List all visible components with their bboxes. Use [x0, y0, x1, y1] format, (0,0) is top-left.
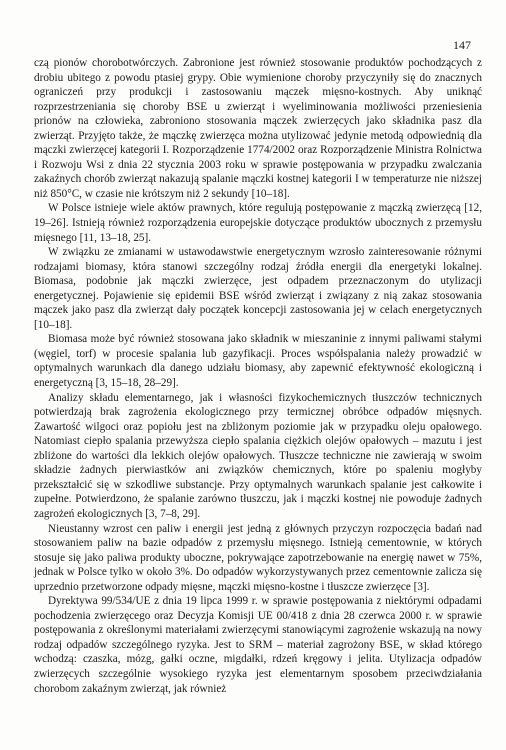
- page-number: 147: [453, 38, 471, 52]
- paragraph-2: W Polsce istnieje wiele aktów prawnych, które regulują postępowanie z mączką zwierzęcą [12, 19–26]. Istnieją również rozporządzenia europejskie dotyczące produktów ubocznych z przemysłu mięsnego [11, 13–18, 25].: [34, 202, 482, 244]
- paragraph-1: czą pionów chorobotwórczych. Zabronione jest również stosowanie produktów pochodzących z drobiu ubitego z powodu ptasiej grypy. Obie wymienione choroby przyczyniły się do znacznych ograniczeń przy produkcji i zastosowaniu mączek mięsno-kostnych. Aby uniknąć rozprzestrzeniania się choroby BSE u zwierząt i wyeliminowania możliwości przeniesienia prionów na człowieka, zabroniono stosowania mączek zwierzęcych jako składnika pasz dla zwierząt. Przyjęto także, że mączkę zwierzęca można utylizować jedynie metodą odpowiednią dla mączki zwierzęcej kategorii I. Rozporządzenie 1774/2002 oraz Rozporządzenie Ministra Rolnictwa i Rozwoju Wsi z dnia 22 stycznia 2003 roku w sprawie postępowania w przypadku zwalczania zakaźnych chorób zwierząt nakazują spalanie mączki kostnej kategorii I w temperaturze nie niższej niż 850°C, w czasie nie krótszym niż 2 sekundy [10–18].: [34, 57, 482, 200]
- paragraph-6: Nieustanny wzrost cen paliw i energii jest jedną z głównych przyczyn rozpoczęcia badań nad stosowaniem paliw na bazie odpadów z przemysłu mięsnego. Istnieją cementownie, w których stosuje się jako paliwa produkty uboczne, pokrywające zapotrzebowanie na energię nawet w 75%, jednak w Polsce tylko w około 3%. Do odpadów wykorzystywanych przez cementownie zalicza się uprzednio przetworzone odpady mięsne, mączki mięsno-kostne i tłuszcze zwierzęce [3].: [34, 522, 482, 593]
- paragraph-5: Analizy składu elementarnego, jak i własności fizykochemicznych tłuszczów technicznych potwierdzają brak zagrożenia ekologicznego przy termicznej obróbce odpadów mięsnych. Zawartość wilgoci oraz popiołu jest na zbliżonym poziomie jak w przypadku oleju opałowego. Natomiast ciepło spalania przewyższa ciepło spalania ciężkich olejów opałowych – mazutu i jest zbliżone do wartości dla lekkich olejów opałowych. Tłuszcze techniczne nie zawierają w swoim składzie żadnych pierwiastków ani związków chemicznych, które po spaleniu mogłyby przekształcić się w szkodliwe substancje. Przy optymalnych warunkach spalanie jest całkowite i zupełne. Potwierdzono, że spalanie zarówno tłuszczu, jak i mączki kostnej nie powoduje żadnych zagrożeń ekologicznych [3, 7–8, 29].: [34, 391, 482, 520]
- body-text: [34, 56, 482, 696]
- paragraph-4: Biomasa może być również stosowana jako składnik w mieszaninie z innymi paliwami stałymi (węgiel, torf) w procesie spalania lub gazyfikacji. Proces współspalania należy prowadzić w optymalnych warunkach dla danego udziału biomasy, aby zapewnić efektywność ekologiczną i energetyczną [3, 15–18, 28–29].: [34, 333, 482, 390]
- paragraph-7: Dyrektywa 99/534/UE z dnia 19 lipca 1999 r. w sprawie postępowania z niektórymi odpadami pochodzenia zwierzęcego oraz Decyzja Komisji UE 00/418 z dnia 28 czerwca 2000 r. w sprawie postępowania z określonymi materiałami zwierzęcymi stanowiącymi zagrożenie wskazują na nowy rodzaj odpadów szczególnego ryzyka. Jest to SRM – materiał zagrożony BSE, w skład którego wchodzą: czaszka, mózg, gałki oczne, migdałki, rdzeń kręgowy i jelita. Utylizacja odpadów zwierzęcych szczególnie wysokiego ryzyka jest elementarnym sposobem przeciwdziałania chorobom zakaźnym zwierząt, jak również: [34, 595, 482, 695]
- paragraph-3: W związku ze zmianami w ustawodawstwie energetycznym wzrosło zainteresowanie różnymi rodzajami biomasy, która stanowi szczególny rodzaj źródła energii dla energetyki lokalnej. Biomasa, podobnie jak mączki zwierzęce, jest odpadem przeznaczonym do utylizacji energetycznej. Pojawienie się epidemii BSE wśród zwierząt i związany z nią zakaz stosowania mączek jako pasz dla zwierząt dały początek koncepcji zastosowania jej w celach energetycznych [10–18].: [34, 246, 482, 331]
